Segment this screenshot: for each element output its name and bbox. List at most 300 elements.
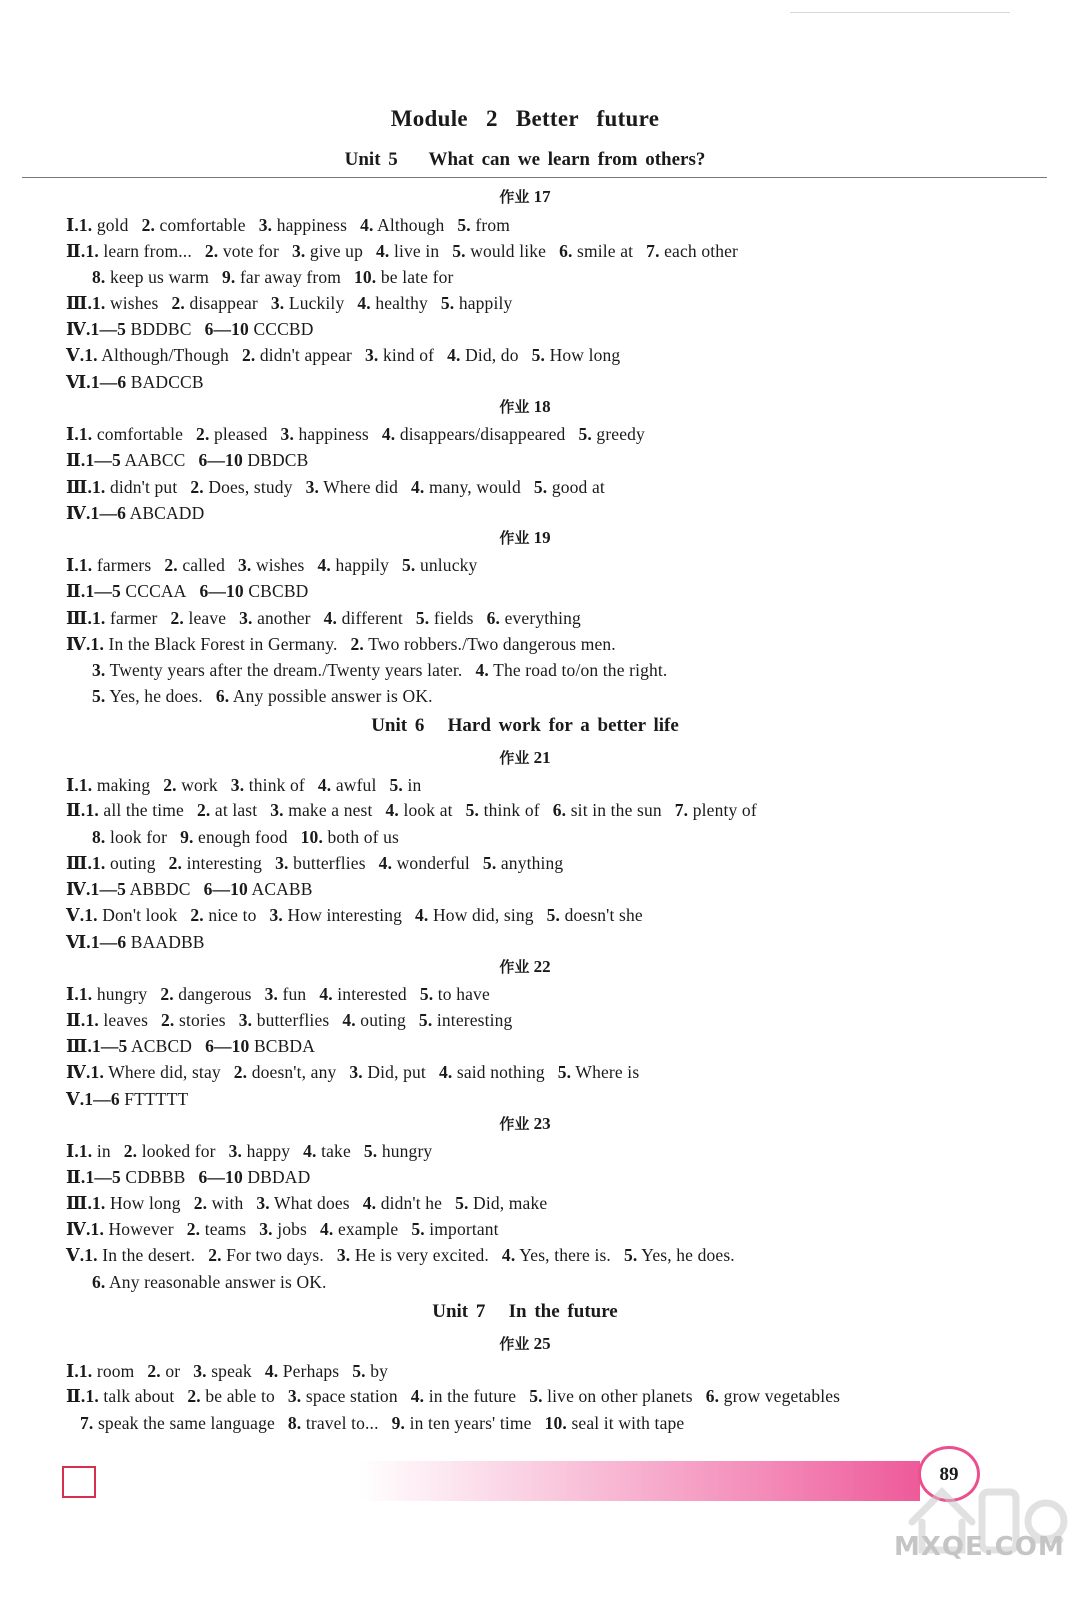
answer-item [91, 372, 204, 392]
item-number: 1. [85, 1010, 99, 1030]
item-answer: at last [214, 800, 258, 820]
item-answer: doesn't she [564, 905, 643, 925]
answer-line [66, 1089, 188, 1110]
answer-item [392, 1413, 532, 1433]
section-numeral: Ⅳ. [66, 634, 91, 654]
item-answer: Two robbers./Two dangerous men. [368, 634, 616, 654]
item-answer: AABCC [124, 450, 186, 470]
answer-item [475, 660, 667, 680]
item-answer: What does [274, 1193, 350, 1213]
item-number: 5. [529, 1386, 543, 1406]
answer-item [205, 319, 314, 339]
answer-item [92, 1272, 327, 1292]
item-answer: everything [504, 608, 581, 628]
answer-item [92, 267, 209, 287]
answer-item [502, 1245, 611, 1265]
answer-item [532, 345, 621, 365]
homework-number: 19 [533, 528, 551, 547]
item-number: 2. [241, 345, 256, 365]
item-answer: CBCBD [248, 581, 309, 601]
item-answer: look at [403, 800, 453, 820]
item-number: 2. [196, 800, 211, 820]
item-answer: interesting [186, 853, 263, 873]
item-answer: live on other planets [547, 1386, 693, 1406]
item-number: 3. [256, 1193, 270, 1213]
answer-item [85, 581, 186, 601]
item-number: 4. [475, 660, 489, 680]
answer-item [85, 241, 191, 261]
answer-item [352, 1361, 388, 1381]
answer-item [84, 345, 229, 365]
section-numeral: Ⅳ. [66, 879, 91, 899]
item-answer: teams [204, 1219, 247, 1239]
answer-item [376, 241, 439, 261]
item-answer: BCBDA [253, 1036, 315, 1056]
item-number: 3. [269, 905, 283, 925]
unit-label: Unit 5 [344, 149, 398, 170]
item-answer: Any reasonable answer is OK. [109, 1272, 327, 1292]
item-answer: seal it with tape [571, 1413, 685, 1433]
answer-line [66, 1036, 315, 1057]
item-number: 1. [78, 555, 93, 575]
item-number: 3. [239, 608, 253, 628]
answer-item [270, 800, 372, 820]
corner-box [62, 1466, 96, 1498]
answer-line [66, 775, 421, 796]
answer-item [79, 775, 150, 795]
item-number: 10. [354, 267, 377, 287]
item-number: 8. [287, 1413, 302, 1433]
answer-item [91, 319, 192, 339]
answer-item [354, 267, 453, 287]
answer-item [231, 775, 305, 795]
item-answer: hungry [96, 984, 148, 1004]
item-number: 6—10 [203, 879, 248, 899]
item-answer: Although [377, 215, 445, 235]
item-number: 6—10 [205, 1036, 250, 1056]
answer-item [171, 608, 227, 628]
answer-item [79, 424, 183, 444]
unit-title [0, 715, 1050, 737]
item-number: 1—5 [92, 1036, 128, 1056]
item-number: 4. [264, 1361, 279, 1381]
item-answer: CDBBB [125, 1167, 186, 1187]
item-answer: How interesting [287, 905, 403, 925]
item-number: 5. [411, 1219, 425, 1239]
section-numeral: Ⅳ. [66, 319, 91, 339]
item-answer: How did, sing [433, 905, 534, 925]
item-answer: Twenty years after the dream./Twenty years later. [109, 660, 463, 680]
item-number: 5. [352, 1361, 366, 1381]
item-number: 5. [623, 1245, 638, 1265]
item-answer: work [181, 775, 218, 795]
unit-title-text: Hard work for a better life [447, 715, 679, 736]
item-number: 5. [546, 905, 561, 925]
homework-heading [0, 527, 1050, 548]
answer-line [66, 800, 757, 821]
item-answer: each other [664, 241, 739, 261]
answer-item [194, 1193, 244, 1213]
item-number: 4. [438, 1062, 453, 1082]
item-answer: didn't appear [259, 345, 352, 365]
item-number: 2. [233, 1062, 248, 1082]
item-answer: comfortable [159, 215, 246, 235]
answer-line [66, 1361, 388, 1382]
answer-line [66, 905, 643, 926]
item-number: 4. [360, 215, 374, 235]
answer-item [441, 293, 513, 313]
item-answer: fun [282, 984, 307, 1004]
answer-line [66, 345, 620, 366]
item-answer: didn't he [380, 1193, 443, 1213]
answer-item [415, 905, 534, 925]
item-number: 9. [221, 267, 236, 287]
item-number: 7. [80, 1413, 94, 1433]
item-number: 1. [92, 1193, 106, 1213]
answer-item [452, 241, 546, 261]
item-number: 4. [410, 1386, 425, 1406]
answer-item [559, 241, 633, 261]
unit-label: Unit 6 [371, 715, 425, 736]
item-number: 3. [193, 1361, 207, 1381]
answer-item [229, 1141, 291, 1161]
item-answer: didn't put [109, 477, 178, 497]
answer-item [301, 827, 399, 847]
item-number: 5. [363, 1141, 378, 1161]
answer-item [85, 1386, 174, 1406]
item-answer: In the Black Forest in Germany. [108, 634, 338, 654]
item-number: 5. [482, 853, 497, 873]
item-answer: happy [246, 1141, 291, 1161]
answer-line [66, 853, 563, 874]
item-answer: look for [109, 827, 168, 847]
item-number: 1—6 [90, 372, 127, 392]
item-answer: looked for [141, 1141, 216, 1161]
item-number: 4. [447, 345, 461, 365]
section-numeral: Ⅱ. [66, 1386, 86, 1406]
item-number: 2. [171, 293, 185, 313]
answer-item [239, 608, 311, 628]
answer-item [411, 477, 521, 497]
section-numeral: Ⅴ. [66, 1245, 85, 1265]
answer-item [288, 1386, 398, 1406]
item-answer: Did, make [473, 1193, 548, 1213]
item-number: 6. [559, 241, 573, 261]
item-number: 1. [85, 800, 99, 820]
item-number: 4. [320, 1219, 334, 1239]
item-number: 1. [78, 1361, 93, 1381]
item-answer: FTTTTT [124, 1089, 189, 1109]
item-answer: another [257, 608, 311, 628]
item-answer: greedy [596, 424, 645, 444]
answer-item [416, 608, 474, 628]
answer-item [288, 1413, 379, 1433]
answer-item [91, 503, 205, 523]
item-answer: outing [360, 1010, 406, 1030]
section-numeral: Ⅰ. [66, 215, 79, 235]
answer-item [324, 608, 403, 628]
answer-item [318, 555, 390, 575]
answer-item [281, 424, 369, 444]
item-answer: with [211, 1193, 244, 1213]
answer-item [205, 1036, 315, 1056]
item-answer: kind of [382, 345, 435, 365]
answer-line [92, 267, 453, 288]
section-numeral: Ⅱ. [66, 1010, 86, 1030]
item-answer: However [108, 1219, 174, 1239]
section-numeral: Ⅰ. [66, 555, 79, 575]
item-number: 6—10 [204, 319, 249, 339]
answer-item [342, 1010, 406, 1030]
item-number: 9. [391, 1413, 406, 1433]
item-number: 1. [78, 775, 93, 795]
answer-item [147, 1361, 180, 1381]
answer-item [92, 608, 158, 628]
answer-line [92, 660, 667, 681]
item-number: 1. [84, 1245, 98, 1265]
item-answer: BDDBC [130, 319, 192, 339]
answer-item [92, 1193, 181, 1213]
homework-heading [0, 747, 1050, 768]
answer-item [91, 932, 205, 952]
answer-item [706, 1386, 840, 1406]
homework-label: 作业 [499, 958, 530, 976]
item-answer: Yes, he does. [641, 1245, 735, 1265]
answer-item [196, 424, 268, 444]
item-answer: The road to/on the right. [493, 660, 668, 680]
answer-item [193, 1361, 252, 1381]
answer-line [66, 477, 605, 498]
unit-title [0, 1301, 1050, 1323]
item-answer: ABBDC [129, 879, 191, 899]
item-answer: grow vegetables [723, 1386, 841, 1406]
item-answer: happily [335, 555, 390, 575]
item-answer: talk about [103, 1386, 175, 1406]
item-number: 2. [196, 424, 210, 444]
homework-number: 18 [533, 397, 551, 416]
item-answer: Luckily [288, 293, 345, 313]
answer-item [238, 555, 305, 575]
item-answer: example [337, 1219, 399, 1239]
item-answer: all the time [103, 800, 184, 820]
item-answer: comfortable [96, 424, 184, 444]
watermark-logo-icon [900, 1470, 1070, 1585]
answer-item [91, 879, 191, 899]
item-number: 4. [375, 241, 390, 261]
answer-item [204, 879, 313, 899]
item-answer: space station [305, 1386, 398, 1406]
item-answer: farmer [109, 608, 158, 628]
answer-line [66, 1141, 432, 1162]
unit-divider [22, 177, 1047, 178]
answer-item [199, 581, 308, 601]
answer-item [303, 1141, 351, 1161]
answer-item [420, 984, 490, 1004]
watermark-text: MXQE.COM [894, 1532, 1065, 1562]
item-answer: farmers [96, 555, 152, 575]
item-answer: ABCADD [129, 503, 205, 523]
item-number: 2. [190, 477, 204, 497]
item-answer: hungry [381, 1141, 433, 1161]
answer-line [66, 1167, 310, 1188]
answer-line [66, 1219, 499, 1240]
item-number: 6—10 [198, 1167, 243, 1187]
answer-item [411, 1219, 498, 1239]
item-answer: making [96, 775, 151, 795]
homework-number: 17 [533, 187, 551, 206]
answer-item [553, 800, 662, 820]
item-answer: healthy [375, 293, 428, 313]
item-answer: vote for [222, 241, 279, 261]
item-number: 4. [357, 293, 371, 313]
item-number: 5. [92, 686, 106, 706]
item-answer: jobs [277, 1219, 308, 1239]
answer-item [389, 775, 421, 795]
section-numeral: Ⅴ. [66, 1089, 85, 1109]
homework-label: 作业 [499, 188, 530, 206]
answer-item [197, 800, 257, 820]
answer-item [363, 1193, 442, 1213]
item-number: 5. [465, 800, 480, 820]
answer-item [447, 345, 519, 365]
answer-item [208, 1245, 324, 1265]
answer-item [92, 1036, 192, 1056]
answer-item [265, 984, 307, 1004]
answer-line [66, 984, 490, 1005]
item-answer: Did, put [367, 1062, 426, 1082]
item-number: 3. [230, 775, 245, 795]
answer-item [79, 984, 147, 1004]
answer-item [190, 477, 292, 497]
answer-item [271, 293, 344, 313]
item-answer: disappear [189, 293, 258, 313]
item-number: 1—5 [90, 879, 126, 899]
item-number: 2. [168, 853, 183, 873]
item-number: 2. [161, 1010, 175, 1030]
answer-item [234, 1062, 337, 1082]
item-number: 6. [552, 800, 567, 820]
item-number: 1. [78, 215, 93, 235]
answer-item [547, 905, 643, 925]
answer-item [558, 1062, 640, 1082]
item-answer: be able to [205, 1386, 275, 1406]
item-answer: Don't look [102, 905, 178, 925]
answer-item [85, 800, 184, 820]
item-answer: said nothing [456, 1062, 545, 1082]
section-numeral: Ⅲ. [66, 293, 92, 313]
item-answer: dangerous [178, 984, 252, 1004]
item-answer: In the desert. [102, 1245, 196, 1265]
item-number: 1. [92, 608, 106, 628]
item-number: 1. [92, 477, 106, 497]
section-numeral: Ⅲ. [66, 477, 92, 497]
item-number: 5. [455, 1193, 469, 1213]
item-answer: wonderful [396, 853, 470, 873]
item-number: 3. [238, 555, 252, 575]
answer-line [66, 608, 581, 629]
answer-item [163, 775, 218, 795]
item-number: 1. [90, 634, 104, 654]
answer-item [91, 634, 338, 654]
answer-line [66, 634, 616, 655]
homework-heading [0, 1113, 1050, 1134]
section-numeral: Ⅱ. [66, 800, 86, 820]
item-answer: interesting [436, 1010, 513, 1030]
answer-item [646, 241, 738, 261]
item-number: 1. [90, 1062, 104, 1082]
answer-item [91, 1062, 221, 1082]
item-number: 5. [533, 477, 548, 497]
section-numeral: Ⅰ. [66, 984, 79, 1004]
item-answer: Perhaps [282, 1361, 340, 1381]
item-answer: Where is [575, 1062, 640, 1082]
item-number: 1. [92, 853, 106, 873]
item-number: 2. [350, 634, 364, 654]
answer-item [455, 1193, 547, 1213]
answer-item [402, 555, 477, 575]
answer-item [84, 905, 177, 925]
item-number: 3. [270, 800, 284, 820]
answer-item [239, 1010, 330, 1030]
section-numeral: Ⅴ. [66, 345, 85, 365]
item-answer: happiness [298, 424, 369, 444]
item-number: 5. [389, 775, 403, 795]
item-answer: Yes, he does. [109, 686, 203, 706]
homework-number: 23 [533, 1114, 551, 1133]
item-number: 3. [258, 215, 273, 235]
answer-item [160, 984, 251, 1004]
section-numeral: Ⅲ. [66, 608, 92, 628]
item-answer: How long [549, 345, 621, 365]
answer-line [92, 686, 433, 707]
item-number: 4. [501, 1245, 516, 1265]
item-number: 9. [180, 827, 194, 847]
section-numeral: Ⅱ. [66, 1167, 86, 1187]
item-number: 10. [300, 827, 323, 847]
answer-line [66, 372, 204, 393]
answer-item [187, 1219, 247, 1239]
item-number: 3. [92, 660, 106, 680]
item-number: 1. [90, 1219, 104, 1239]
item-answer: important [429, 1219, 499, 1239]
item-answer: give up [309, 241, 363, 261]
answer-item [292, 241, 363, 261]
item-number: 5. [457, 215, 471, 235]
answer-item [360, 215, 444, 235]
section-numeral: Ⅱ. [66, 241, 86, 261]
answer-line [66, 293, 512, 314]
answer-item [306, 477, 398, 497]
answer-line [66, 1193, 547, 1214]
item-number: 1—5 [85, 1167, 121, 1187]
item-answer: awful [335, 775, 377, 795]
item-number: 2. [164, 555, 178, 575]
answer-item [79, 1141, 111, 1161]
item-answer: interested [337, 984, 407, 1004]
item-answer: Did, do [465, 345, 519, 365]
answer-item [91, 1219, 174, 1239]
homework-heading [0, 956, 1050, 977]
answer-line [92, 1272, 327, 1293]
item-answer: ACBCD [131, 1036, 193, 1056]
item-number: 4. [378, 853, 393, 873]
item-number: 2. [170, 608, 184, 628]
answer-item [256, 1193, 349, 1213]
answer-item [79, 1361, 135, 1381]
answer-item [483, 853, 563, 873]
answer-line [66, 215, 510, 236]
item-answer: in [96, 1141, 111, 1161]
